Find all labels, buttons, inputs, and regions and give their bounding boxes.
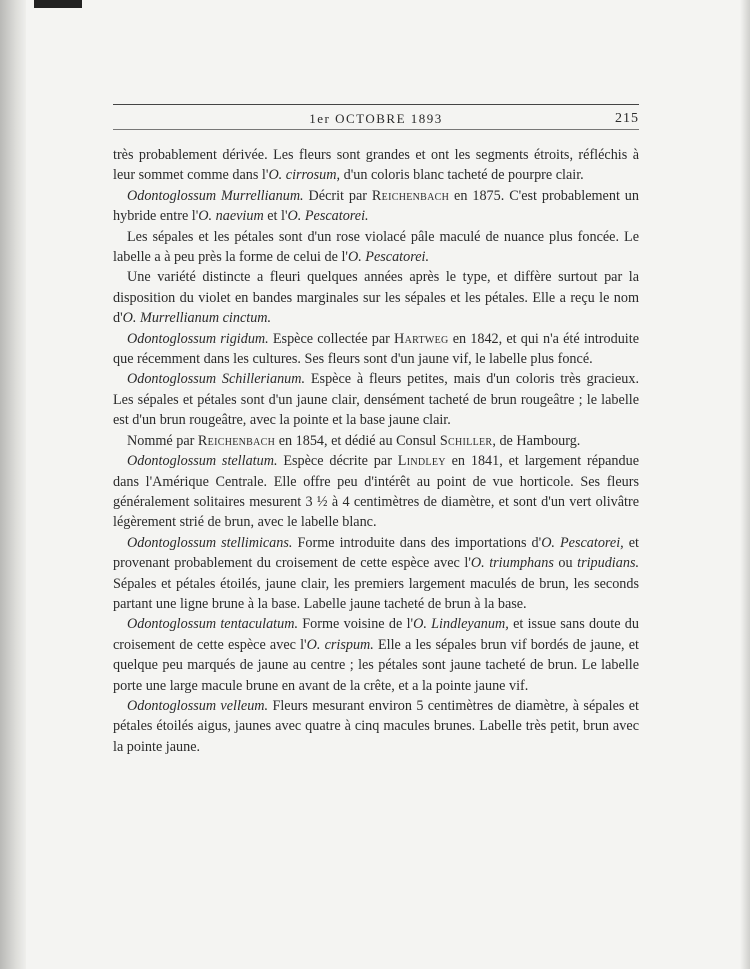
small-caps-run: Reichenbach xyxy=(197,432,276,449)
paragraph xyxy=(113,227,639,268)
italic-run: O. crispum. xyxy=(306,636,374,653)
italic-run: Odontoglossum Schillerianum. xyxy=(127,371,306,388)
text-run: d'un coloris blanc tacheté de pourpre clair. xyxy=(340,167,584,184)
header-rule xyxy=(113,129,639,130)
paragraph xyxy=(113,329,639,370)
small-caps-run: Reichenbach xyxy=(371,187,450,204)
scan-shadow-left xyxy=(0,0,26,969)
text-run: Espèce décrite par xyxy=(277,453,398,470)
paragraph xyxy=(113,451,639,533)
small-caps-run: Hartweg xyxy=(394,330,449,347)
text-run: Décrit par xyxy=(303,187,372,204)
text-run: Sépales et pétales étoilés, jaune clair, les premiers largement maculés de brun, les seconds partant une ligne brune à la base. Labelle jaune tacheté de brun à la base. xyxy=(113,575,639,612)
text-run: Une variété distincte a fleuri quelques années après le type, et diffère surtout par la disposition du violet en bandes marginales sur les sépales et les pétales. Elle a reçu le nom d' xyxy=(113,269,639,327)
italic-run: O. Pescatorei. xyxy=(287,208,369,225)
book-page xyxy=(113,104,639,757)
text-run: Les sépales et les pétales sont d'un rose violacé pâle maculé de nuance plus foncée. Le labelle a à peu près la forme de celui de l' xyxy=(113,228,639,266)
text-run: et provenant probablement du croisement de cette espèce avec l' xyxy=(113,534,639,572)
running-head xyxy=(113,104,639,127)
text-run: , de Hambourg. xyxy=(492,432,581,449)
italic-run: Odontoglossum tentaculatum. xyxy=(127,616,298,633)
italic-run: O. Murrellianum cinctum. xyxy=(122,310,272,327)
italic-run: Odontoglossum stellimicans. xyxy=(127,534,293,551)
running-head-date: 1er OCTOBRE 1893 xyxy=(309,111,443,126)
paragraph xyxy=(113,614,639,696)
paragraph xyxy=(113,533,639,615)
text-run: Espèce collectée par xyxy=(268,330,395,347)
text-run: très probablement dérivée. Les fleurs sont grandes et ont les segments étroits, réfléchis à leur sommet comme dans l' xyxy=(113,147,639,184)
paragraph xyxy=(113,369,639,430)
paragraph xyxy=(113,696,639,757)
paragraph xyxy=(113,145,639,186)
text-run: en 1854, et dédié au Consul xyxy=(275,432,440,449)
paragraph xyxy=(113,267,639,328)
italic-run: Odontoglossum stellatum. xyxy=(127,453,278,470)
text-run: et issue sans doute du croisement de cette espèce avec l' xyxy=(113,616,639,653)
italic-run: O. naevium xyxy=(198,208,264,225)
text-run: en 1841, et largement répandue dans l'Amérique Centrale. Elle offre peu d'intérêt au point de vue horticole. Ses fleurs généralement solitaires mesurent 3 ½ à 4 centimètres de diamètre, et sont d'un vert olivâtre légèrement strié de brun, avec le labelle blanc. xyxy=(113,453,640,531)
italic-run: Odontoglossum rigidum. xyxy=(127,330,269,347)
paragraph xyxy=(113,431,639,451)
italic-run: tripudians. xyxy=(577,555,640,572)
text-run: en 1875. C'est probablement un hybride entre l' xyxy=(113,187,639,225)
scan-artifact xyxy=(34,0,82,8)
page-number: 215 xyxy=(615,111,639,126)
text-run: Elle a les sépales brun vif bordés de jaune, et quelque peu marqués de jaune au centre ; les pétales sont jaune tacheté de brun. Le labelle porte une large macule brune en avant de la crête, et a la pointe jaune vif. xyxy=(113,636,639,694)
text-run: et l' xyxy=(263,208,288,225)
italic-run: Odontoglossum Murrellianum. xyxy=(127,187,304,204)
text-run: Fleurs mesurant environ 5 centimètres de diamètre, à sépales et pétales étoilés aigus, jaunes avec quatre à cinq macules brunes. Labelle très petit, brun avec la pointe jaune. xyxy=(113,697,639,755)
italic-run: O. triumphans xyxy=(470,555,554,572)
text-run: ou xyxy=(553,555,578,572)
scan-shadow-right xyxy=(740,0,750,969)
text-run: en 1842, et qui n'a été introduite que récemment dans les cultures. Ses fleurs sont d'un jaune vif, le labelle plus foncé. xyxy=(113,330,639,368)
italic-run: O. Pescatorei. xyxy=(347,249,429,266)
text-run: Nommé par xyxy=(127,432,198,449)
paragraph xyxy=(113,186,639,227)
body-text xyxy=(113,145,639,757)
text-run: Forme introduite dans des importations d' xyxy=(292,534,542,551)
text-run: Espèce à fleurs petites, mais d'un coloris très gracieux. Les sépales et pétales sont d'un jaune clair, densément tacheté de brun rougeâtre ; le labelle est d'un brun rougeâtre, avec la pointe et la base jaune clair. xyxy=(113,371,640,429)
italic-run: Odontoglossum velleum. xyxy=(127,697,269,714)
italic-run: O. cirrosum, xyxy=(268,167,341,184)
text-run: Forme voisine de l' xyxy=(298,616,414,633)
small-caps-run: Lindley xyxy=(397,453,446,470)
italic-run: O. Lindleyanum, xyxy=(413,616,509,633)
italic-run: O. Pescatorei, xyxy=(541,534,624,551)
small-caps-run: Schiller xyxy=(439,432,493,449)
